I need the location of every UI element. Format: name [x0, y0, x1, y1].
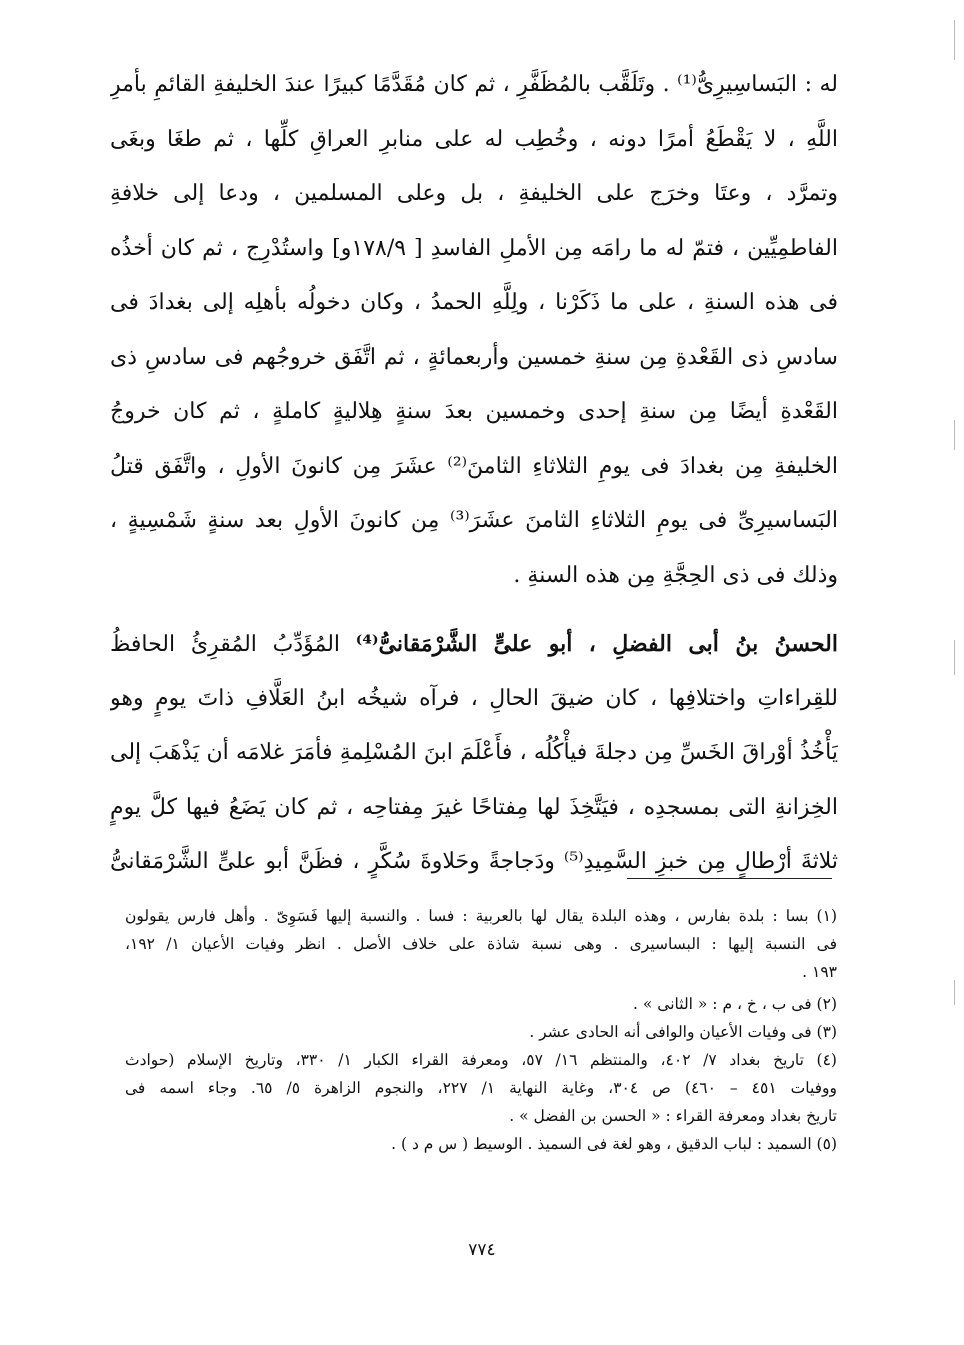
- scan-edge-mark: [954, 980, 955, 1005]
- text-line: الفاطمِيِّين ، فتمّ له ما رامَه مِن الأملِ الفاسدِ [ ١٧٨/٩و] واستُدْرِج ، ثم كان أخذُه: [110, 235, 838, 261]
- scan-edge-mark: [954, 420, 955, 450]
- footnote-line: (٤) تاريخ بغداد ٧/ ٤٠٢، والمنتظم ١٦/ ٥٧، ومعرفة القراء الكبار ١/ ٣٣٠، وتاريخ الإسلام (حوادث: [125, 1051, 837, 1069]
- footnote-2: [125, 990, 837, 1018]
- footnote-line: تاريخ بغداد ومعرفة القراء : « الحسن بن الفضل » .: [509, 1107, 837, 1125]
- text-line: للقِراءاتِ واختلافِها ، كان ضيقَ الحالِ ، فرآه شيخُه ابنُ العَلَّافِ ذاتَ يومٍ وهو: [110, 685, 838, 711]
- text-line: اللَّهِ ، لا يَقْطَعُ أمرًا دونه ، وخُطِب له على منابرِ العراقِ كلِّها ، ثم طغَا وبغَى: [110, 126, 838, 152]
- text-line: سادسِ ذى القَعْدةِ مِن سنةِ خمسين وأربعمائةٍ ، ثم اتَّفَق خروجُهم فى سادسِ ذى: [110, 344, 838, 370]
- text-line: فى هذه السنةِ ، على ما ذَكَرْنا ، ولِلَّهِ الحمدُ ، وكان دخولُه بأهلِه إلى بغدادَ فى: [110, 290, 838, 315]
- footnote-line: (٣) فى وفيات الأعيان والوافى أنه الحادى عشر .: [529, 1023, 837, 1041]
- biography-heading-line: [110, 617, 838, 672]
- footnote-line: ووفيات ٤٥١ – ٤٦٠) ص ٣٠٤، وغاية النهاية ١/ ٢٢٧، والنجوم الزاهرة ٥/ ٦٥. وجاء اسمه فى: [125, 1079, 837, 1097]
- page-number: ٧٧٤: [468, 1240, 496, 1260]
- text-line: الخِزانةِ التى بمسجدِه ، فيَتَّخِذَ لها مِفتاحًا غيرَ مِفتاحِه ، ثم كان يَضَعُ فيها كلَّ يومٍ: [110, 794, 838, 820]
- text-line: وتمرَّد ، وعتَا وخرَج على الخليفةِ ، بل وعلى المسلمين ، ودعا إلى خلافةِ: [110, 181, 838, 206]
- scan-edge-mark: [954, 640, 955, 675]
- footnote-separator: [627, 878, 832, 879]
- footnote-line: فى النسبة إليها : البساسيرى . وهى نسبة شاذة على خلاف الأصل . انظر وفيات الأعيان ١/ ١٩٢،: [125, 935, 837, 953]
- footnote-line: (١) بسا : بلدة بفارس ، وهذه البلدة يقال لها بالعربية : فسا . والنسبة إليها فَسَوِىّ . وأهل فارس يقولون: [125, 907, 837, 925]
- biography-heading-rest: المُؤَدِّبُ المُقرِئُ الحافظُ: [110, 632, 341, 657]
- footnote-4: [125, 1046, 837, 1130]
- section-gap: [110, 603, 838, 617]
- footnote-3: [125, 1018, 837, 1046]
- text-line: البَساسيرِىِّ فى يومِ الثلاثاءِ الثامنَ عشَرَ⁽³⁾ مِن كانونَ الأولِ بعد سنةٍ شَمْسِيةٍ ،: [110, 508, 838, 533]
- text-line: وذلك فى ذى الحِجَّةِ مِن هذه السنةِ .: [513, 562, 838, 588]
- footnotes: [125, 902, 837, 1158]
- scan-edge-mark: [954, 20, 955, 60]
- footnote-1: [125, 902, 837, 986]
- main-text: [110, 58, 838, 890]
- footnote-5: [125, 1130, 837, 1158]
- text-line: الخليفةِ مِن بغدادَ فى يومِ الثلاثاءِ الثامنَ⁽²⁾ عشَرَ مِن كانونَ الأولِ ، واتَّفَق قتلُ: [110, 453, 838, 479]
- text-line: ثلاثةَ أرْطالٍ مِن خبزِ السَّمِيدِ⁽⁵⁾ ودَجاجةً وحَلاوةَ سُكَّرٍ ، فظَنَّ أبو علىٍّ الشَّرْمَقانىُّ: [110, 849, 838, 874]
- biography-heading: الحسنُ بنُ أبى الفضلِ ، أبو علىٍّ الشَّرْمَقانىُّ⁽⁴⁾: [355, 631, 838, 657]
- text-line: يَأْخُذُ أوْراقَ الخَسِّ مِن دجلةَ فيأْكُلُه ، فأَعْلَمَ ابنَ المُسْلِمةِ فأمَرَ غلامَه أن يَذْهَبَ إلى: [110, 740, 838, 765]
- footnote-line: ١٩٣ .: [802, 963, 837, 981]
- footnote-line: (٢) فى ب ، خ ، م : « الثانى » .: [633, 995, 837, 1013]
- text-line: القَعْدةِ أيضًا مِن سنةِ إحدى وخمسين بعدَ سنةٍ هِلاليةٍ كاملةٍ ، ثم كان خروجُ: [110, 399, 838, 424]
- footnote-line: (٥) السميد : لباب الدقيق ، وهو لغة فى السميذ . الوسيط ( س م د ) .: [391, 1135, 837, 1153]
- text-line: له : البَساسِيرِىُّ⁽¹⁾ . وتَلَقَّب بالمُظَفَّرِ ، ثم كان مُقَدَّمًا كبيرًا عندَ الخليفةِ القائمِ بأمرِ: [110, 72, 838, 97]
